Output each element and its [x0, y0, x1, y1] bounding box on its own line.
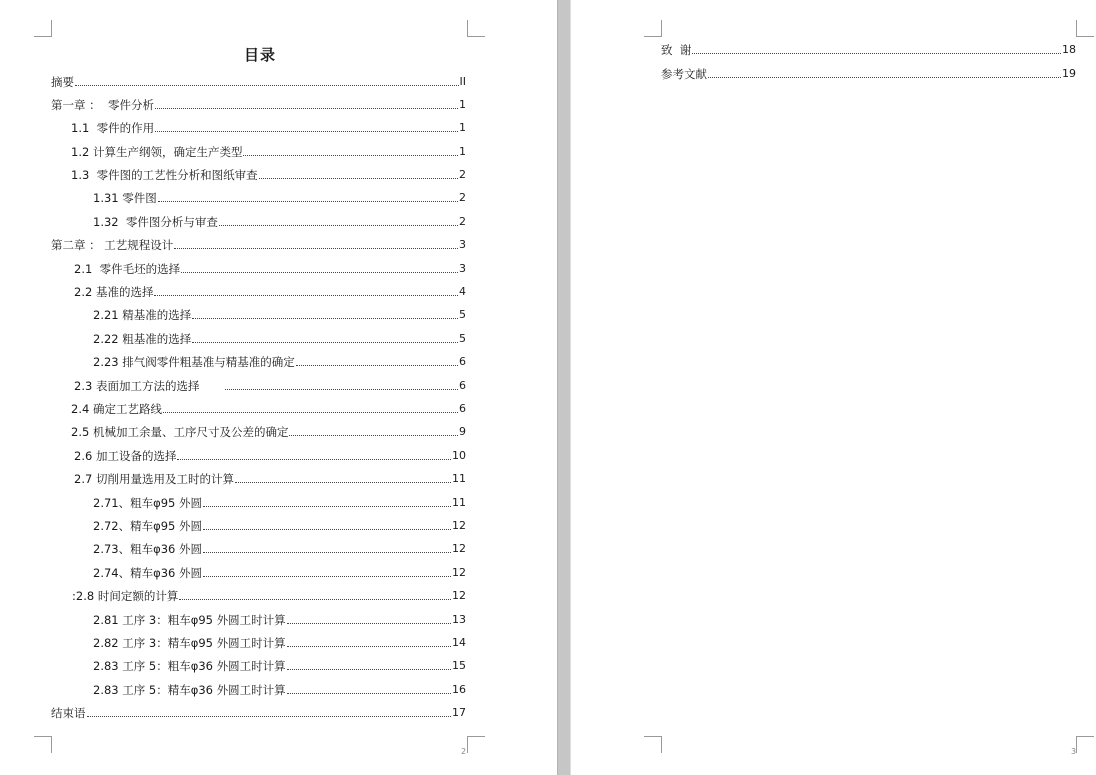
crop-mark-bottom-right	[467, 736, 485, 753]
toc-entry-text: 2.74、精车φ36 外圆	[93, 566, 202, 580]
toc-entry-text: 2.71、粗车φ95 外圆	[93, 496, 202, 510]
toc-entry[interactable]	[93, 634, 466, 650]
toc-entry-page: 13	[452, 613, 466, 626]
toc-dot-leader	[179, 598, 451, 600]
crop-mark-bottom-left	[644, 736, 662, 753]
toc-dot-leader	[155, 107, 458, 109]
toc-entry[interactable]	[93, 189, 466, 205]
toc-entry[interactable]	[51, 236, 466, 252]
toc-entry-text: 2.4 确定工艺路线	[71, 402, 162, 416]
document-page-right	[571, 0, 1096, 775]
toc-entry-text: 第二章 ： 工艺规程设计	[51, 238, 174, 252]
toc-dot-leader	[296, 364, 458, 366]
toc-entry[interactable]	[93, 330, 466, 346]
toc-entry-page: 9	[459, 425, 466, 438]
toc-entry[interactable]	[71, 166, 466, 182]
toc-entry[interactable]	[72, 587, 466, 603]
toc-entry-page: 5	[459, 308, 466, 321]
toc-entry-page: 15	[452, 659, 466, 672]
toc-entry[interactable]	[93, 540, 466, 556]
toc-entry-page: 2	[459, 191, 466, 204]
toc-entry[interactable]	[93, 611, 466, 627]
toc-entry-text: 1.2 计算生产纲领，确定生产类型	[71, 145, 243, 159]
toc-entry-page: 2	[459, 168, 466, 181]
toc-entry-page: 12	[452, 542, 466, 555]
toc-dot-leader	[75, 84, 459, 86]
toc-entry-text: 2.83 工序 5：精车φ36 外圆工时计算	[93, 683, 286, 697]
gutter-edge-left	[557, 0, 558, 775]
toc-entry[interactable]	[93, 213, 466, 229]
toc-entry[interactable]	[93, 494, 466, 510]
toc-entry-page: 1	[459, 145, 466, 158]
toc-entry[interactable]	[71, 143, 466, 159]
toc-dot-leader	[243, 154, 458, 156]
toc-dot-leader	[225, 388, 458, 390]
toc-entry-text: 结束语	[51, 706, 86, 720]
page-number: 2	[461, 747, 467, 756]
toc-entry-page: II	[459, 75, 466, 88]
toc-dot-leader	[235, 481, 451, 483]
toc-entry[interactable]	[74, 470, 466, 486]
toc-dot-leader	[289, 434, 458, 436]
toc-entry-page: 18	[1062, 43, 1076, 56]
toc-entry-page: 6	[459, 402, 466, 415]
toc-entry-page: 16	[452, 683, 466, 696]
toc-entry[interactable]	[93, 657, 466, 673]
crop-mark-top-right	[1076, 20, 1094, 37]
toc-entry[interactable]	[93, 353, 466, 369]
toc-dot-leader	[155, 130, 458, 132]
toc-entry-text: 第一章 ： 零件分析	[51, 98, 154, 112]
toc-entry-page: 19	[1062, 67, 1076, 80]
crop-mark-top-left	[34, 20, 52, 37]
toc-entry-page: 6	[459, 355, 466, 368]
toc-entry[interactable]	[93, 681, 466, 697]
toc-entry-text: 致 谢	[661, 43, 692, 57]
toc-entry-text: 2.72、精车φ95 外圆	[93, 519, 202, 533]
toc-entry-page: 5	[459, 332, 466, 345]
toc-entry-text: 2.1 零件毛坯的选择	[74, 262, 181, 276]
toc-dot-leader	[219, 224, 458, 226]
toc-entry-text: 1.31 零件图	[93, 191, 157, 205]
toc-entry-text: 2.21 精基准的选择	[93, 308, 192, 322]
toc-entry-text: 1.1 零件的作用	[71, 121, 155, 135]
page-number: 3	[1071, 747, 1077, 756]
crop-mark-bottom-left	[34, 736, 52, 753]
toc-entry-text: 2.5 机械加工余量、工序尺寸及公差的确定	[71, 425, 289, 439]
toc-dot-leader	[163, 411, 458, 413]
toc-entry[interactable]	[74, 447, 466, 463]
toc-entry-page: 3	[459, 238, 466, 251]
toc-dot-leader	[287, 645, 451, 647]
toc-dot-leader	[259, 177, 458, 179]
toc-entry-page: 2	[459, 215, 466, 228]
toc-dot-leader	[287, 622, 451, 624]
toc-entry-page: 10	[452, 449, 466, 462]
toc-dot-leader	[287, 692, 451, 694]
toc-entry-text: 摘要	[51, 75, 74, 89]
crop-mark-bottom-right	[1076, 736, 1094, 753]
crop-mark-top-left	[644, 20, 662, 37]
toc-entry[interactable]	[71, 423, 466, 439]
toc-dot-leader	[192, 317, 458, 319]
toc-dot-leader	[708, 76, 1061, 78]
toc-dot-leader	[203, 551, 451, 553]
toc-dot-leader	[203, 528, 451, 530]
toc-entry[interactable]	[74, 283, 466, 299]
toc-entry-page: 6	[459, 379, 466, 392]
toc-entry-page: 12	[452, 589, 466, 602]
toc-entry-text: 1.3 零件图的工艺性分析和图纸审查	[71, 168, 258, 182]
crop-mark-top-right	[467, 20, 485, 37]
toc-entry[interactable]	[661, 65, 1076, 81]
toc-entry[interactable]	[51, 96, 466, 112]
toc-entry-page: 1	[459, 98, 466, 111]
toc-dot-leader	[177, 458, 451, 460]
toc-entry[interactable]	[93, 564, 466, 580]
toc-entry-text: 2.3 表面加工方法的选择	[74, 379, 200, 393]
toc-entry-page: 17	[452, 706, 466, 719]
toc-entry-text: 2.7 切削用量选用及工时的计算	[74, 472, 234, 486]
toc-entry[interactable]	[71, 400, 466, 416]
toc-dot-leader	[181, 271, 458, 273]
toc-dot-leader	[87, 715, 452, 717]
toc-entry-text: 2.6 加工设备的选择	[74, 449, 177, 463]
toc-entry-text: 2.22 粗基准的选择	[93, 332, 192, 346]
toc-entry-text: 2.73、粗车φ36 外圆	[93, 542, 202, 556]
toc-entry-text: 2.83 工序 5：粗车φ36 外圆工时计算	[93, 659, 286, 673]
toc-dot-leader	[158, 200, 458, 202]
toc-entry-text: :2.8 时间定额的计算	[72, 589, 179, 603]
toc-dot-leader	[174, 247, 458, 249]
toc-entry-page: 14	[452, 636, 466, 649]
toc-dot-leader	[154, 294, 458, 296]
toc-entry-page: 11	[452, 496, 466, 509]
toc-title: 目录	[243, 46, 276, 64]
toc-dot-leader	[203, 575, 451, 577]
toc-entry-text: 2.2 基准的选择	[74, 285, 154, 299]
toc-entry[interactable]	[51, 704, 466, 720]
toc-entry-text: 2.82 工序 3：精车φ95 外圆工时计算	[93, 636, 286, 650]
toc-entry-text: 1.32 零件图分析与审查	[93, 215, 218, 229]
toc-entry-page: 4	[459, 285, 466, 298]
toc-entry[interactable]	[93, 306, 466, 322]
toc-entry[interactable]	[51, 73, 466, 89]
toc-entry-text: 参考文献	[661, 67, 707, 81]
page-gutter	[557, 0, 571, 775]
toc-entry[interactable]	[74, 377, 466, 393]
toc-entry-page: 12	[452, 519, 466, 532]
toc-dot-leader	[692, 52, 1061, 54]
toc-entry[interactable]	[661, 41, 1076, 57]
toc-entry-text: 2.81 工序 3：粗车φ95 外圆工时计算	[93, 613, 286, 627]
toc-dot-leader	[287, 668, 451, 670]
toc-dot-leader	[192, 341, 458, 343]
toc-dot-leader	[203, 505, 451, 507]
toc-entry[interactable]	[93, 517, 466, 533]
toc-entry[interactable]	[71, 119, 466, 135]
toc-entry-page: 11	[452, 472, 466, 485]
toc-entry-page: 3	[459, 262, 466, 275]
toc-entry-page: 12	[452, 566, 466, 579]
toc-entry[interactable]	[74, 260, 466, 276]
toc-entry-text: 2.23 排气阀零件粗基准与精基准的确定	[93, 355, 295, 369]
toc-entry-page: 1	[459, 121, 466, 134]
